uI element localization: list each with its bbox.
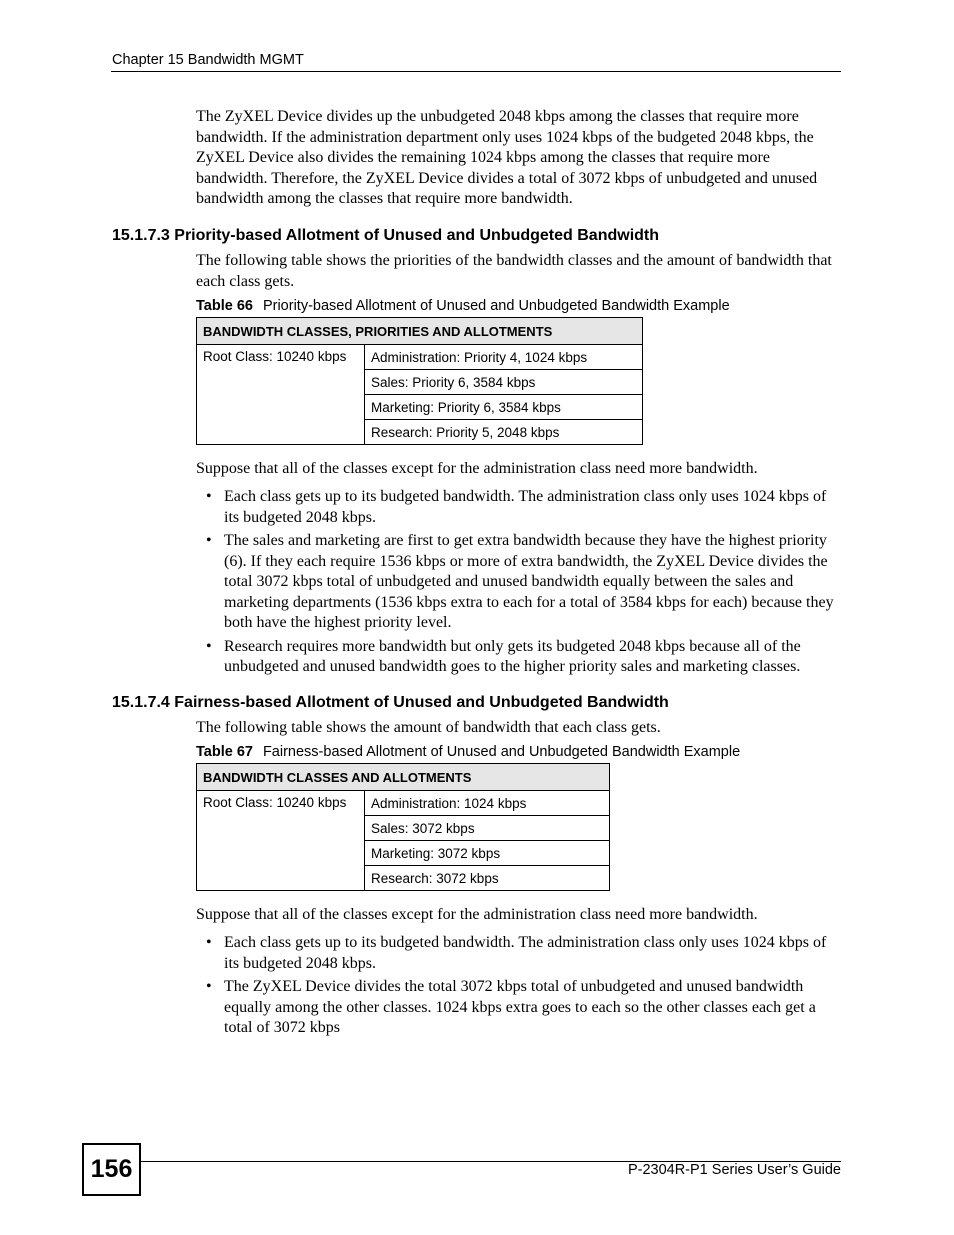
table-66-label: Table 66 <box>196 298 253 314</box>
table-67-class-cell: Administration: 1024 kbps <box>365 791 610 816</box>
header-divider <box>111 71 841 72</box>
priority-lead-paragraph: The following table shows the priorities of the bandwidth classes and the amount of bandwidth that each class gets. <box>196 252 832 290</box>
table-66-class-cell: Marketing: Priority 6, 3584 kbps <box>365 395 643 420</box>
list-item: • Research requires more bandwidth but only gets its budgeted 2048 kbps because all of the unbudgeted and unused bandwidth goes to the higher priority sales and marketing classes. <box>196 637 842 678</box>
table-66-class-cell: Sales: Priority 6, 3584 kbps <box>365 370 643 395</box>
table-67-title: Fairness-based Allotment of Unused and Unbudgeted Bandwidth Example <box>262 744 741 760</box>
table-67-root-class: Root Class: 10240 kbps <box>197 791 365 891</box>
fairness-lead-paragraph: The following table shows the amount of bandwidth that each class gets. <box>196 719 661 736</box>
table-66-caption <box>196 298 730 314</box>
table-67-class-cell: Marketing: 3072 kbps <box>365 841 610 866</box>
list-item: • Each class gets up to its budgeted bandwidth. The administration class only uses 1024 kbps of its budgeted 2048 kbps. <box>196 933 842 974</box>
table-66-title: Priority-based Allotment of Unused and Unbudgeted Bandwidth Example <box>262 298 730 314</box>
table-66-class-cell: Administration: Priority 4, 1024 kbps <box>365 345 643 370</box>
list-item: • Each class gets up to its budgeted bandwidth. The administration class only uses 1024 kbps of its budgeted 2048 kbps. <box>196 487 842 528</box>
running-header-chapter: Chapter 15 Bandwidth MGMT <box>112 52 304 68</box>
table-67-label: Table 67 <box>196 744 253 760</box>
table-67-class-cell: Sales: 3072 kbps <box>365 816 610 841</box>
table-66-header: BANDWIDTH CLASSES, PRIORITIES AND ALLOTMENTS <box>197 318 643 345</box>
table-66-root-class: Root Class: 10240 kbps <box>197 345 365 445</box>
table-67-class-cell: Research: 3072 kbps <box>365 866 610 891</box>
list-item: • The sales and marketing are first to get extra bandwidth because they have the highest priority (6). If they each require 1536 kbps or more of extra bandwidth, the ZyXEL Device divides the total 3072 kbps total of unbudgeted and unused bandwidth equally between the sales and marketing departments (1536 kbps extra to each for a total of 3584 kbps for each) because they both have the highest priority level. <box>196 531 842 634</box>
list-item: • The ZyXEL Device divides the total 3072 kbps total of unbudgeted and unused bandwidth equally among the other classes. 1024 kbps extra goes to each so the other classes each get a total of 3072 kbps <box>196 977 842 1039</box>
section-heading-fairness: 15.1.7.4 Fairness-based Allotment of Unused and Unbudgeted Bandwidth <box>112 694 669 711</box>
fairness-bullet-list <box>196 933 842 1042</box>
table-67 <box>196 763 610 891</box>
intro-paragraph: The ZyXEL Device divides up the unbudgeted 2048 kbps among the classes that require more bandwidth. If the administration department only uses 1024 kbps of the budgeted 2048 kbps, the ZyXEL Device also divides the remaining 1024 kbps among the classes that require more bandwidth. Therefore, the ZyXEL Device divides a total of 3072 kbps of unbudgeted and unused bandwidth among the classes that require more bandwidth. <box>196 108 818 207</box>
table-66-class-cell: Research: Priority 5, 2048 kbps <box>365 420 643 445</box>
table-67-caption <box>196 744 740 760</box>
table-67-header: BANDWIDTH CLASSES AND ALLOTMENTS <box>197 764 610 791</box>
priority-bullet-list <box>196 487 842 681</box>
footer-guide-title: P-2304R-P1 Series User’s Guide <box>627 1162 841 1178</box>
section-heading-priority: 15.1.7.3 Priority-based Allotment of Unused and Unbudgeted Bandwidth <box>112 227 660 244</box>
priority-suppose-paragraph: Suppose that all of the classes except for the administration class need more bandwidth. <box>196 460 758 477</box>
table-66 <box>196 317 643 445</box>
page-number: 156 <box>82 1143 141 1196</box>
fairness-suppose-paragraph: Suppose that all of the classes except for the administration class need more bandwidth. <box>196 906 758 923</box>
